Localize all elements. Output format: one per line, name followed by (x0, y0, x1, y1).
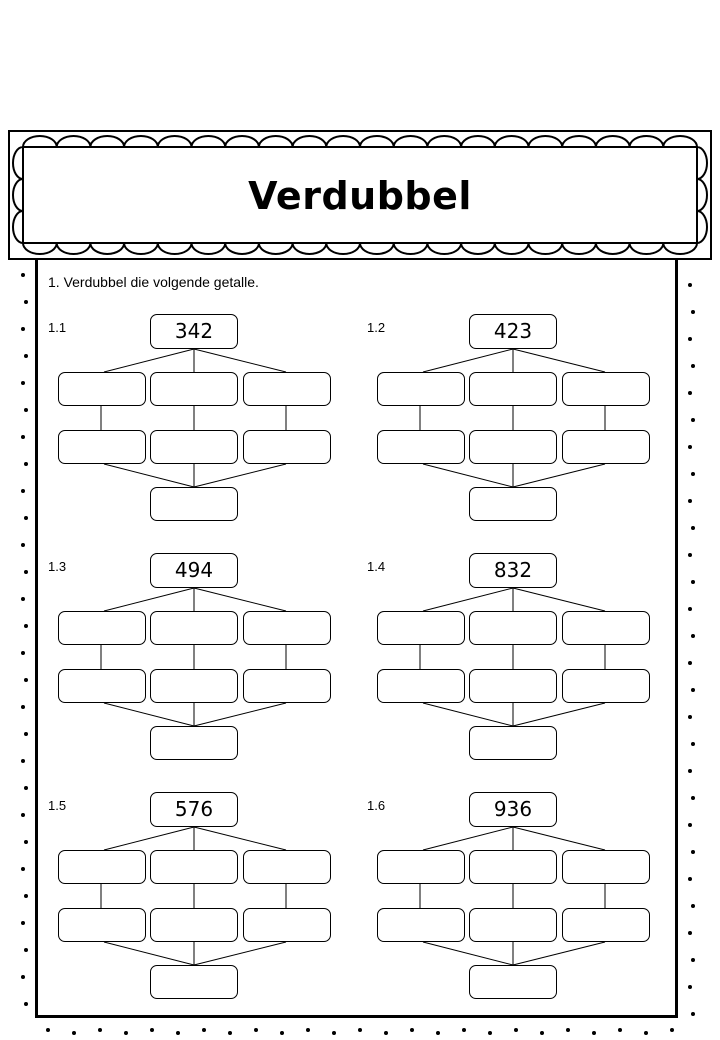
problem-label: 1.2 (367, 320, 386, 335)
tens-box[interactable] (469, 611, 557, 645)
doubled-hundreds-box[interactable] (377, 430, 465, 464)
tens-box[interactable] (469, 372, 557, 406)
doubled-units-box[interactable] (243, 669, 331, 703)
answer-box[interactable] (469, 726, 557, 760)
answer-box[interactable] (150, 726, 238, 760)
doubled-hundreds-box[interactable] (377, 669, 465, 703)
doubled-hundreds-box[interactable] (377, 908, 465, 942)
units-box[interactable] (562, 372, 650, 406)
number-box: 832 (469, 553, 557, 588)
doubled-tens-box[interactable] (150, 908, 238, 942)
doubled-units-box[interactable] (243, 908, 331, 942)
problem-1-5 (48, 792, 348, 1007)
answer-box[interactable] (469, 487, 557, 521)
tens-box[interactable] (150, 372, 238, 406)
tens-box[interactable] (469, 850, 557, 884)
hundreds-box[interactable] (58, 372, 146, 406)
doubled-units-box[interactable] (243, 430, 331, 464)
problem-1-3 (48, 553, 348, 768)
problem-1-1 (48, 314, 348, 529)
answer-box[interactable] (150, 487, 238, 521)
problem-1-2 (367, 314, 667, 529)
hundreds-box[interactable] (58, 611, 146, 645)
doubled-tens-box[interactable] (469, 908, 557, 942)
instruction-text: 1. Verdubbel die volgende getalle. (48, 274, 259, 290)
page-title: Verdubbel (248, 174, 472, 218)
doubled-units-box[interactable] (562, 430, 650, 464)
doubled-hundreds-box[interactable] (58, 430, 146, 464)
number-box: 494 (150, 553, 238, 588)
units-box[interactable] (243, 850, 331, 884)
hundreds-box[interactable] (377, 611, 465, 645)
doubled-hundreds-box[interactable] (58, 908, 146, 942)
problem-label: 1.6 (367, 798, 386, 813)
hundreds-box[interactable] (377, 372, 465, 406)
units-box[interactable] (243, 372, 331, 406)
problem-label: 1.5 (48, 798, 67, 813)
units-box[interactable] (562, 611, 650, 645)
number-box: 342 (150, 314, 238, 349)
problem-1-4 (367, 553, 667, 768)
tens-box[interactable] (150, 850, 238, 884)
number-box: 936 (469, 792, 557, 827)
doubled-hundreds-box[interactable] (58, 669, 146, 703)
problem-label: 1.1 (48, 320, 67, 335)
doubled-tens-box[interactable] (469, 430, 557, 464)
problem-label: 1.3 (48, 559, 67, 574)
problem-1-6 (367, 792, 667, 1007)
doubled-tens-box[interactable] (469, 669, 557, 703)
number-box: 576 (150, 792, 238, 827)
doubled-tens-box[interactable] (150, 669, 238, 703)
answer-box[interactable] (469, 965, 557, 999)
number-box: 423 (469, 314, 557, 349)
hundreds-box[interactable] (377, 850, 465, 884)
doubled-units-box[interactable] (562, 908, 650, 942)
hundreds-box[interactable] (58, 850, 146, 884)
tens-box[interactable] (150, 611, 238, 645)
answer-box[interactable] (150, 965, 238, 999)
units-box[interactable] (243, 611, 331, 645)
doubled-tens-box[interactable] (150, 430, 238, 464)
problem-label: 1.4 (367, 559, 386, 574)
units-box[interactable] (562, 850, 650, 884)
doubled-units-box[interactable] (562, 669, 650, 703)
